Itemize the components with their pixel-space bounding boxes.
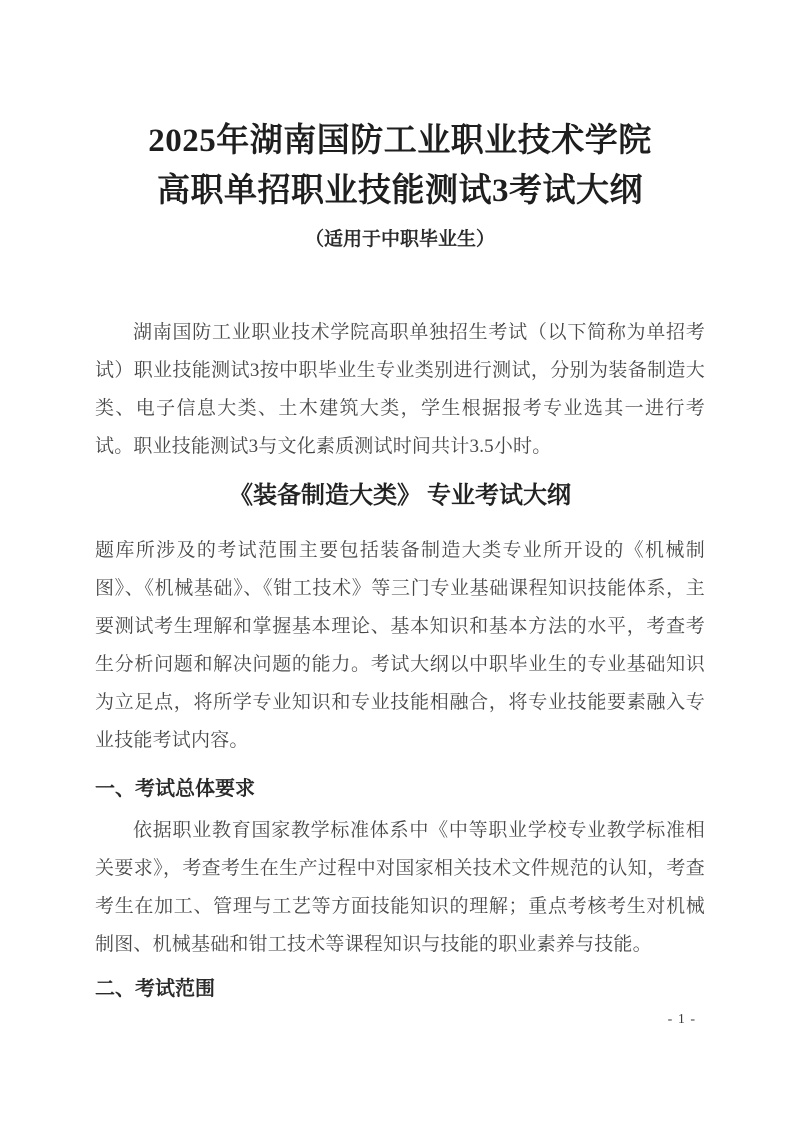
document-title-line1: 2025年湖南国防工业职业技术学院	[148, 123, 652, 159]
intro-paragraph: 湖南国防工业职业技术学院高职单独招生考试（以下简称为单招考试）职业技能测试3按中职毕业生专业类别进行测试，分别为装备制造大类、电子信息大类、土木建筑大类，学生根据报考专业选其一进行考试。职业技能测试3与文化素质测试时间共计3.5小时。	[95, 322, 705, 457]
document-title-line2: 高职单招职业技能测试3考试大纲	[157, 173, 643, 209]
overall-requirements-paragraph: 依据职业教育国家教学标准体系中《中等职业学校专业教学标准相关要求》，考查考生在生产过程中对国家相关技术文件规范的认知，考查考生在加工、管理与工艺等方面技能知识的理解；重点考核考生对机械制图、机械基础和钳工技术等课程知识与技能的职业素养与技能。	[95, 820, 705, 955]
document-title	[95, 116, 705, 216]
section-heading-overall-requirements: 一、考试总体要求	[95, 778, 255, 800]
section-heading-exam-scope: 二、考试范围	[95, 978, 215, 1000]
scope-paragraph: 题库所涉及的考试范围主要包括装备制造大类专业所开设的《机械制图》、《机械基础》、《钳工技术》等三门专业基础课程知识技能体系，主要测试考生理解和掌握基本理论、基本知识和基本方法的水平，考查考生分析问题和解决问题的能力。考试大纲以中职毕业生的专业基础知识为立足点，将所学专业知识和专业技能相融合，将专业技能要素融入专业技能考试内容。	[95, 540, 705, 751]
major-section-title: 《装备制造大类》 专业考试大纲	[229, 483, 571, 509]
document-subtitle: （适用于中职毕业生）	[304, 229, 495, 250]
document-content	[0, 116, 800, 1004]
page-number: - 1 -	[667, 1012, 696, 1027]
